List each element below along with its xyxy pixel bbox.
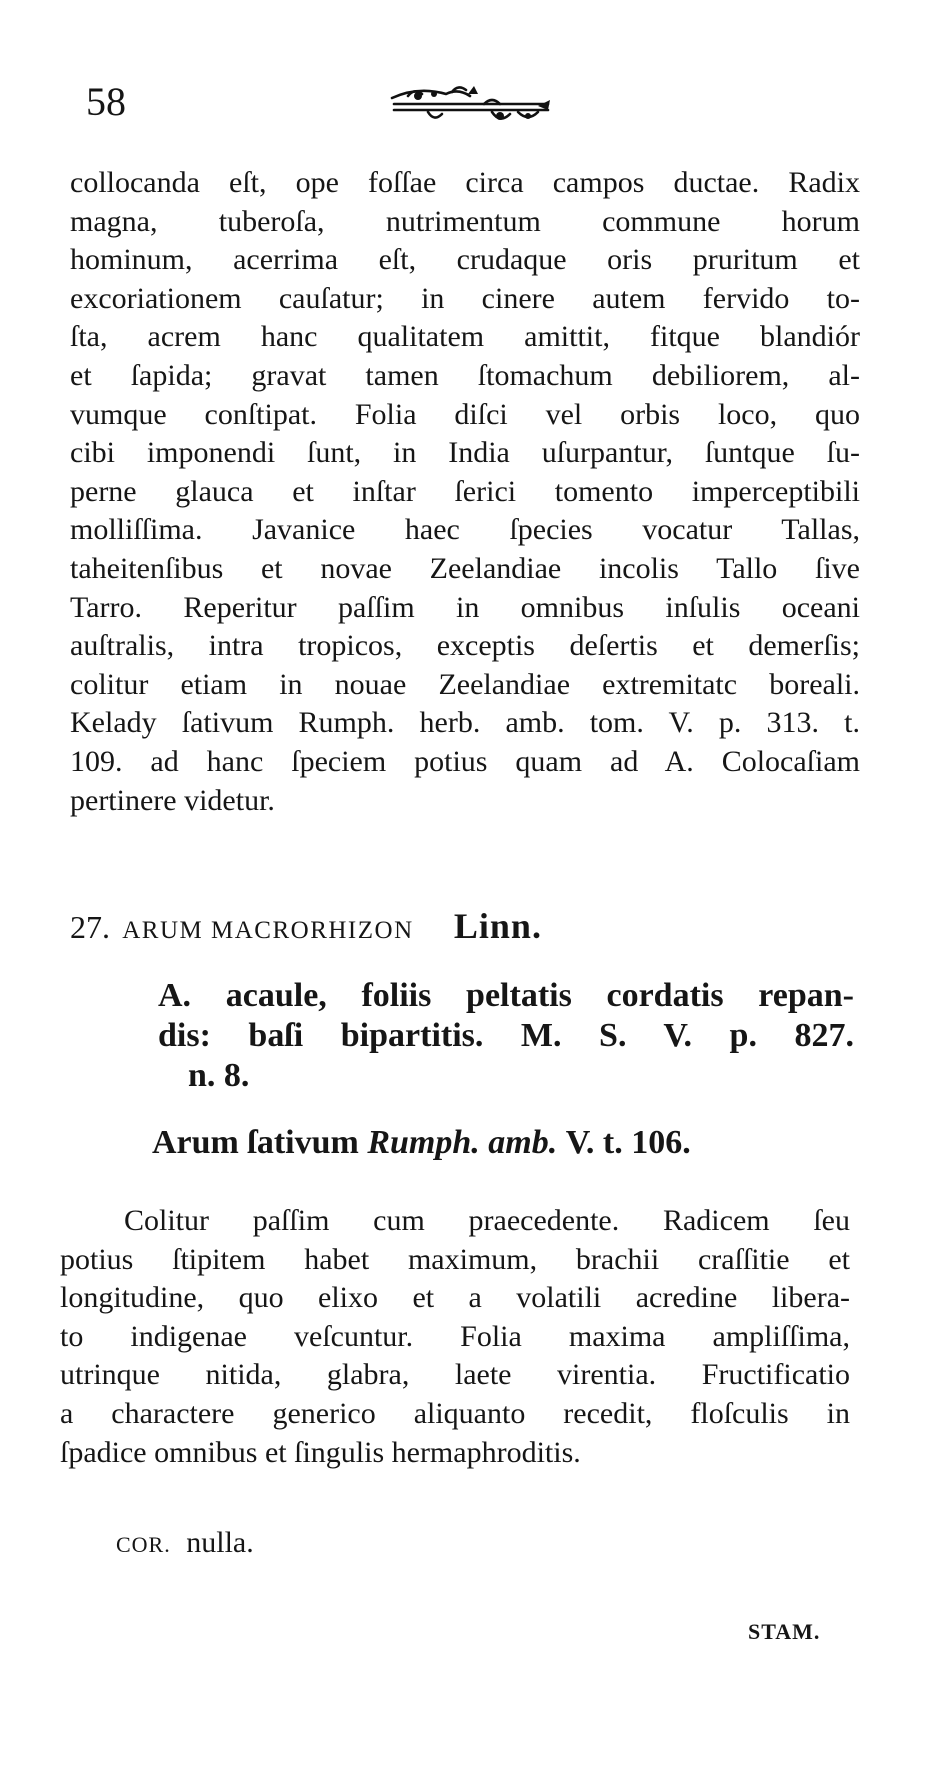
text-line: a charactere generico aliquanto recedit, floſculis in bbox=[60, 1396, 850, 1430]
species-heading bbox=[70, 908, 542, 944]
text-line: utrinque nitida, glabra, laete virentia. Fructificatio bbox=[60, 1358, 850, 1392]
text-line: to indigenae veſcuntur. Folia maxima ampliſſima, bbox=[60, 1319, 850, 1353]
text-line: potius ſtipitem habet maximum, brachii craſſitie et bbox=[60, 1242, 850, 1276]
text-line: magna, tuberoſa, nutrimentum commune horum bbox=[70, 204, 860, 238]
text-line: cibi imponendi ſunt, in India uſurpantur, ſuntque ſu- bbox=[70, 436, 860, 470]
species-authority: Linn. bbox=[453, 906, 542, 946]
species-number: 27. bbox=[70, 909, 110, 945]
diagnosis-line: dis: baſi bipartitis. M. S. V. p. 827. bbox=[158, 1017, 854, 1054]
page-number: 58 bbox=[86, 79, 126, 124]
text-line: taheitenſibus et novae Zeelandiae incolis Tallo ſive bbox=[70, 551, 860, 585]
paragraph-1 bbox=[70, 164, 860, 820]
text-line: et ſapida; gravat tamen ſtomachum debiliorem, al- bbox=[70, 358, 860, 392]
text-line: pertinere videtur. bbox=[70, 783, 275, 817]
synonym-line bbox=[152, 1126, 691, 1160]
species-diagnosis bbox=[158, 976, 854, 1096]
corolla-entry bbox=[116, 1528, 254, 1558]
synonym-tail: V. t. 106. bbox=[565, 1124, 691, 1161]
text-line: longitudine, quo elixo et a volatili acredine libera- bbox=[60, 1281, 850, 1315]
paragraph-2 bbox=[60, 1202, 850, 1472]
text-line: colitur etiam in nouae Zeelandiae extremitatc boreali. bbox=[70, 667, 860, 701]
text-line: ſta, acrem hanc qualitatem amittit, fitque blandiór bbox=[70, 320, 860, 354]
ornament-icon bbox=[388, 82, 558, 128]
text-line: auſtralis, intra tropicos, exceptis deſertis et demerſis; bbox=[70, 629, 860, 663]
text-line: excoriationem cauſatur; in cinere autem fervido to- bbox=[70, 281, 860, 315]
diagnosis-line: n. 8. bbox=[188, 1057, 250, 1094]
synonym-name: Arum ſativum bbox=[152, 1124, 359, 1161]
text-line: collocanda eſt, ope foſſae circa campos ductae. Radix bbox=[70, 166, 860, 199]
corolla-text: nulla. bbox=[186, 1526, 254, 1559]
corolla-label: COR. bbox=[116, 1532, 171, 1557]
text-line: Kelady ſativum Rumph. herb. amb. tom. V. p. 313. t. bbox=[70, 706, 860, 740]
catchword: STAM. bbox=[748, 1619, 821, 1644]
text-line: hominum, acerrima eſt, crudaque oris pruritum et bbox=[70, 243, 860, 277]
synonym-reference: Rumph. amb. bbox=[367, 1124, 558, 1161]
text-line: Tarro. Reperitur paſſim in omnibus inſulis oceani bbox=[70, 590, 860, 624]
text-line: Colitur paſſim cum praecedente. Radicem ſeu bbox=[124, 1204, 850, 1237]
diagnosis-line: A. acaule, foliis peltatis cordatis repan- bbox=[158, 977, 854, 1014]
text-line: ſpadice omnibus et ſingulis hermaphroditis. bbox=[60, 1435, 581, 1469]
text-line: molliſſima. Javanice haec ſpecies vocatur Tallas, bbox=[70, 513, 860, 547]
text-line: 109. ad hanc ſpeciem potius quam ad A. Colocaſiam bbox=[70, 744, 860, 778]
species-name: ARUM MACRORHIZON bbox=[122, 917, 414, 944]
text-line: vumque conſtipat. Folia diſci vel orbis loco, quo bbox=[70, 397, 860, 431]
text-line: perne glauca et inſtar ſerici tomento imperceptibili bbox=[70, 474, 860, 508]
